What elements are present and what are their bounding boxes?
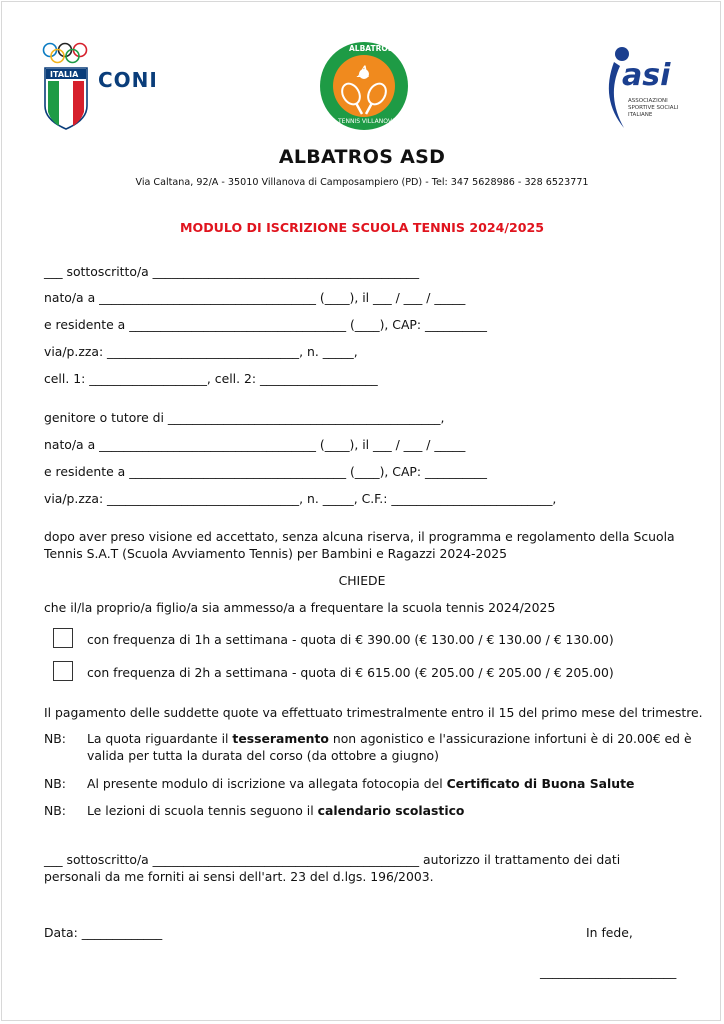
asi-logo <box>600 44 680 130</box>
consent-line1[interactable]: ___ sottoscritto/a ___________________________________________ autorizzo il trattamento dei dati <box>44 852 621 867</box>
form-line-residente-genitore[interactable]: e residente a ___________________________________ (____), CAP: __________ <box>44 464 487 479</box>
page-title: ALBATROS ASD <box>278 146 446 168</box>
form-line-residente[interactable]: e residente a ___________________________________ (____), CAP: __________ <box>44 317 487 332</box>
form-subtitle: MODULO DI ISCRIZIONE SCUOLA TENNIS 2024/2025 <box>179 220 545 235</box>
nb2-label: NB: <box>44 776 66 791</box>
address-line: Via Caltana, 92/A - 35010 Villanova di Camposampiero (PD) - Tel: 347 5628986 - 328 6523771 <box>135 177 589 188</box>
form-line-nato[interactable]: nato/a a ___________________________________ (____), il ___ / ___ / _____ <box>44 290 466 305</box>
nb1-text <box>87 731 692 747</box>
form-line-genitore[interactable]: genitore o tutore di ____________________________________________, <box>44 410 445 425</box>
nb1-pre: La quota riguardante il <box>87 731 233 746</box>
form-line-sottoscritto[interactable]: ___ sottoscritto/a ___________________________________________ <box>44 264 420 279</box>
albatros-ring-bottom: TENNIS VILLANOVA <box>338 118 396 125</box>
in-fede-label: In fede, <box>586 925 633 940</box>
coni-text: CONI <box>98 68 158 92</box>
coni-logo <box>40 40 160 135</box>
nb1-post: non agonistico e l'assicurazione infortuni è di 20.00€ ed è <box>328 731 692 746</box>
nb3-pre: Le lezioni di scuola tennis seguono il <box>87 803 318 818</box>
nb3-text <box>87 803 464 819</box>
request-text: che il/la proprio/a figlio/a sia ammesso/a a frequentare la scuola tennis 2024/2025 <box>44 600 556 615</box>
nb1-label: NB: <box>44 731 66 746</box>
date-field[interactable]: Data: _____________ <box>44 925 163 940</box>
albatros-ring-top: ALBATROS <box>349 44 394 53</box>
albatros-center: A <box>358 62 370 81</box>
asi-line3: ITALIANE <box>628 112 653 118</box>
nb1-line2: valida per tutta la durata del corso (da ottobre a giugno) <box>87 748 439 763</box>
nb2-bold: Certificato di Buona Salute <box>446 776 635 791</box>
nb1-bold: tesseramento <box>232 731 329 746</box>
paragraph-line1: dopo aver preso visione ed accettato, senza alcuna riserva, il programma e regolamento della Scuola <box>44 529 675 544</box>
coni-flag-label: ITALIA <box>50 70 79 79</box>
asi-line2: SPORTIVE SOCIALI <box>628 105 679 111</box>
option2-checkbox[interactable] <box>53 661 73 681</box>
chiede-heading: CHIEDE <box>338 573 386 588</box>
option1-checkbox[interactable] <box>53 628 73 648</box>
nb3-label: NB: <box>44 803 66 818</box>
payment-note: Il pagamento delle suddette quote va effettuato trimestralmente entro il 15 del primo mese del trimestre. <box>44 705 703 720</box>
nb2-text <box>87 776 634 792</box>
option2-label: con frequenza di 2h a settimana - quota di € 615.00 (€ 205.00 / € 205.00 / € 205.00) <box>87 665 614 680</box>
form-line-via[interactable]: via/p.zza: _______________________________, n. _____, <box>44 344 358 359</box>
albatros-logo <box>318 40 410 132</box>
consent-line2: personali da me forniti ai sensi dell'art. 23 del d.lgs. 196/2003. <box>44 869 434 884</box>
signature-line[interactable]: ______________________ <box>540 964 677 979</box>
form-line-via-genitore[interactable]: via/p.zza: _______________________________, n. _____, C.F.: __________________________, <box>44 491 557 506</box>
form-line-nato-genitore[interactable]: nato/a a ___________________________________ (____), il ___ / ___ / _____ <box>44 437 466 452</box>
paragraph-line2: Tennis S.A.T (Scuola Avviamento Tennis) per Bambini e Ragazzi 2024-2025 <box>44 546 507 561</box>
form-line-cell[interactable]: cell. 1: ___________________, cell. 2: ___________________ <box>44 371 378 386</box>
option1-label: con frequenza di 1h a settimana - quota di € 390.00 (€ 130.00 / € 130.00 / € 130.00) <box>87 632 614 647</box>
asi-line1: ASSOCIAZIONI <box>628 98 668 104</box>
nb3-bold: calendario scolastico <box>317 803 465 818</box>
nb2-pre: Al presente modulo di iscrizione va allegata fotocopia del <box>87 776 447 791</box>
asi-mark: asi <box>622 58 671 93</box>
